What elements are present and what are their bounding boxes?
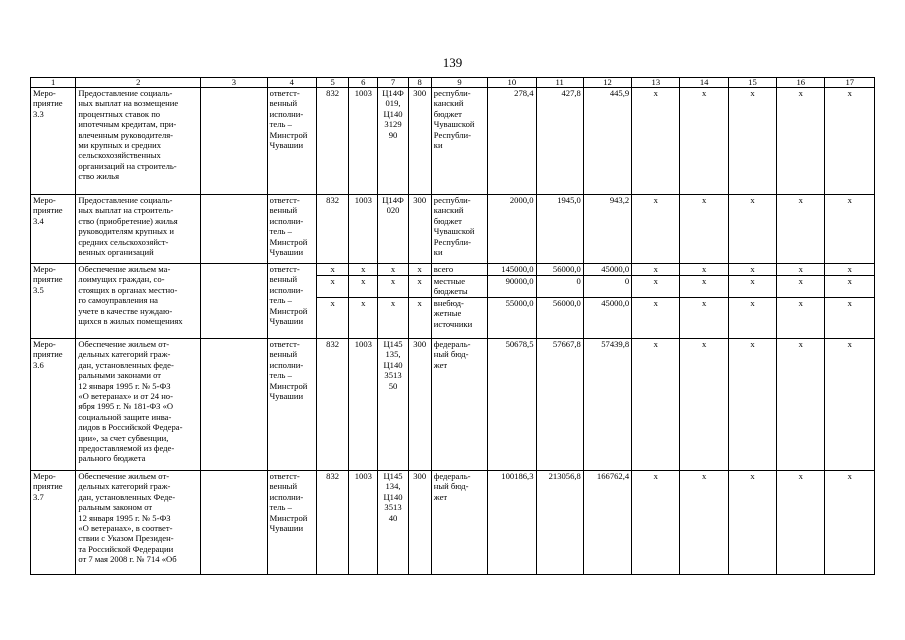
funding-source: республи- канский бюджет Чувашской Республи- ки [431,195,487,264]
amount-year-2: 1945,0 [536,195,583,264]
column-number: 13 [632,78,680,88]
target-article-code: Ц145 135, Ц140 3513 50 [378,339,408,471]
amount-col-17: x [825,195,875,264]
column-number: 4 [267,78,316,88]
target-article-code: x [378,264,408,276]
grbs-code: x [317,298,349,339]
amount-col-13: x [632,195,680,264]
participant-cell [201,339,267,471]
amount-year-1: 2000,0 [488,195,536,264]
amount-col-13: x [632,339,680,471]
amount-col-13: x [632,264,680,276]
table-row [31,264,875,276]
responsible-executor: ответст- венный исполни- тель – Минстрой Чувашии [267,195,316,264]
funding-source: внебюд- жетные источники [431,298,487,339]
amount-col-15: x [728,276,776,298]
amount-year-2: 213056,8 [536,471,583,575]
amount-col-17: x [825,276,875,298]
section-code: 1003 [349,88,378,195]
column-number: 7 [378,78,408,88]
table-row [31,471,875,575]
responsible-executor: ответст- венный исполни- тель – Минстрой Чувашии [267,88,316,195]
expense-type-code: 300 [408,339,431,471]
amount-col-13: x [632,471,680,575]
target-article-code: Ц145 134, Ц140 3513 40 [378,471,408,575]
amount-col-15: x [728,298,776,339]
program-measures-table [30,77,875,575]
column-number: 3 [201,78,267,88]
amount-col-13: x [632,276,680,298]
column-number: 2 [76,78,201,88]
column-number: 9 [431,78,487,88]
expense-type-code: x [408,276,431,298]
funding-source: федераль- ный бюд- жет [431,471,487,575]
amount-col-17: x [825,264,875,276]
amount-col-13: x [632,298,680,339]
section-code: x [349,276,378,298]
amount-year-3: 45000,0 [583,298,631,339]
amount-year-3: 0 [583,276,631,298]
funding-source: местные бюджеты [431,276,487,298]
expense-type-code: 300 [408,195,431,264]
participant-cell [201,264,267,339]
table-row [31,88,875,195]
target-article-code: Ц14Ф 020 [378,195,408,264]
amount-col-17: x [825,88,875,195]
expense-type-code: 300 [408,88,431,195]
funding-source: федераль- ный бюд- жет [431,339,487,471]
measure-number: Меро- приятие 3.3 [31,88,76,195]
column-number: 17 [825,78,875,88]
amount-year-1: 55000,0 [488,298,536,339]
column-number: 11 [536,78,583,88]
expense-type-code: x [408,264,431,276]
target-article-code: x [378,298,408,339]
measure-description: Предоставление социаль- ных выплат на строитель- ство (приобретение) жилья руководителям крупных и средних сельскохозяйст- венных организаций [76,195,201,264]
amount-year-1: 278,4 [488,88,536,195]
grbs-code: 832 [317,88,349,195]
participant-cell [201,195,267,264]
amount-year-2: 56000,0 [536,298,583,339]
section-code: x [349,264,378,276]
expense-type-code: x [408,298,431,339]
amount-year-1: 90000,0 [488,276,536,298]
amount-col-16: x [777,471,825,575]
section-code: x [349,298,378,339]
grbs-code: 832 [317,195,349,264]
column-number-row [31,78,875,88]
amount-col-14: x [680,471,728,575]
amount-col-16: x [777,339,825,471]
amount-col-13: x [632,88,680,195]
amount-col-16: x [777,298,825,339]
amount-col-15: x [728,195,776,264]
table-row [31,195,875,264]
amount-col-16: x [777,88,825,195]
grbs-code: 832 [317,471,349,575]
measure-number: Меро- приятие 3.7 [31,471,76,575]
target-article-code: x [378,276,408,298]
amount-col-16: x [777,276,825,298]
responsible-executor: ответст- венный исполни- тель – Минстрой Чувашии [267,264,316,339]
column-number: 5 [317,78,349,88]
amount-year-2: 427,8 [536,88,583,195]
amount-col-15: x [728,264,776,276]
grbs-code: x [317,276,349,298]
section-code: 1003 [349,195,378,264]
participant-cell [201,88,267,195]
column-number: 1 [31,78,76,88]
measure-description: Предоставление социаль- ных выплат на возмещение процентных ставок по ипотечным кредитам, при- влеченным руководителя- ми крупных и средних сельскохозяйственных организаций на строитель- ство жилья [76,88,201,195]
column-number: 14 [680,78,728,88]
grbs-code: 832 [317,339,349,471]
amount-col-14: x [680,298,728,339]
participant-cell [201,471,267,575]
amount-year-2: 57667,8 [536,339,583,471]
measure-description: Обеспечение жильем от- дельных категорий граж- дан, установленных Феде- ральным законом от 12 января 1995 г. № 5-ФЗ «О ветеранах», в соответ- ствии с Указом Президен- та Российской Федерации от 7 мая 2008 г. № 714 «Об [76,471,201,575]
amount-col-14: x [680,339,728,471]
amount-year-3: 45000,0 [583,264,631,276]
section-code: 1003 [349,471,378,575]
measure-number: Меро- приятие 3.4 [31,195,76,264]
measure-number: Меро- приятие 3.6 [31,339,76,471]
responsible-executor: ответст- венный исполни- тель – Минстрой Чувашии [267,471,316,575]
amount-col-14: x [680,264,728,276]
amount-col-15: x [728,471,776,575]
amount-year-1: 145000,0 [488,264,536,276]
amount-col-17: x [825,339,875,471]
amount-year-1: 100186,3 [488,471,536,575]
target-article-code: Ц14Ф 019, Ц140 3129 90 [378,88,408,195]
column-number: 12 [583,78,631,88]
measure-number: Меро- приятие 3.5 [31,264,76,339]
responsible-executor: ответст- венный исполни- тель – Минстрой Чувашии [267,339,316,471]
amount-year-3: 445,9 [583,88,631,195]
amount-col-17: x [825,471,875,575]
amount-year-2: 0 [536,276,583,298]
column-number: 16 [777,78,825,88]
amount-col-15: x [728,88,776,195]
funding-source: всего [431,264,487,276]
column-number: 6 [349,78,378,88]
amount-year-3: 57439,8 [583,339,631,471]
amount-year-3: 166762,4 [583,471,631,575]
measure-description: Обеспечение жильем от- дельных категорий граж- дан, установленных феде- ральными законами от 12 января 1995 г. № 5-ФЗ «О ветеранах» и от 24 но- ября 1995 г. № 181-ФЗ «О социальной защите инва- лидов в Российской Федера- ции», за счет субвенции, предоставляемой из феде- рального бюджета [76,339,201,471]
amount-col-14: x [680,276,728,298]
column-number: 8 [408,78,431,88]
amount-col-17: x [825,298,875,339]
amount-year-3: 943,2 [583,195,631,264]
section-code: 1003 [349,339,378,471]
amount-col-16: x [777,195,825,264]
page-number: 139 [442,55,463,70]
amount-col-16: x [777,264,825,276]
table-row [31,339,875,471]
column-number: 10 [488,78,536,88]
amount-col-14: x [680,195,728,264]
amount-year-1: 50678,5 [488,339,536,471]
amount-col-15: x [728,339,776,471]
measure-description: Обеспечение жильем ма- лоимущих граждан, со- стоящих в органах местно- го самоуправления на учете в качестве нуждаю- щихся в жилых помещениях [76,264,201,339]
grbs-code: x [317,264,349,276]
amount-year-2: 56000,0 [536,264,583,276]
amount-col-14: x [680,88,728,195]
funding-source: республи- канский бюджет Чувашской Республи- ки [431,88,487,195]
expense-type-code: 300 [408,471,431,575]
column-number: 15 [728,78,776,88]
